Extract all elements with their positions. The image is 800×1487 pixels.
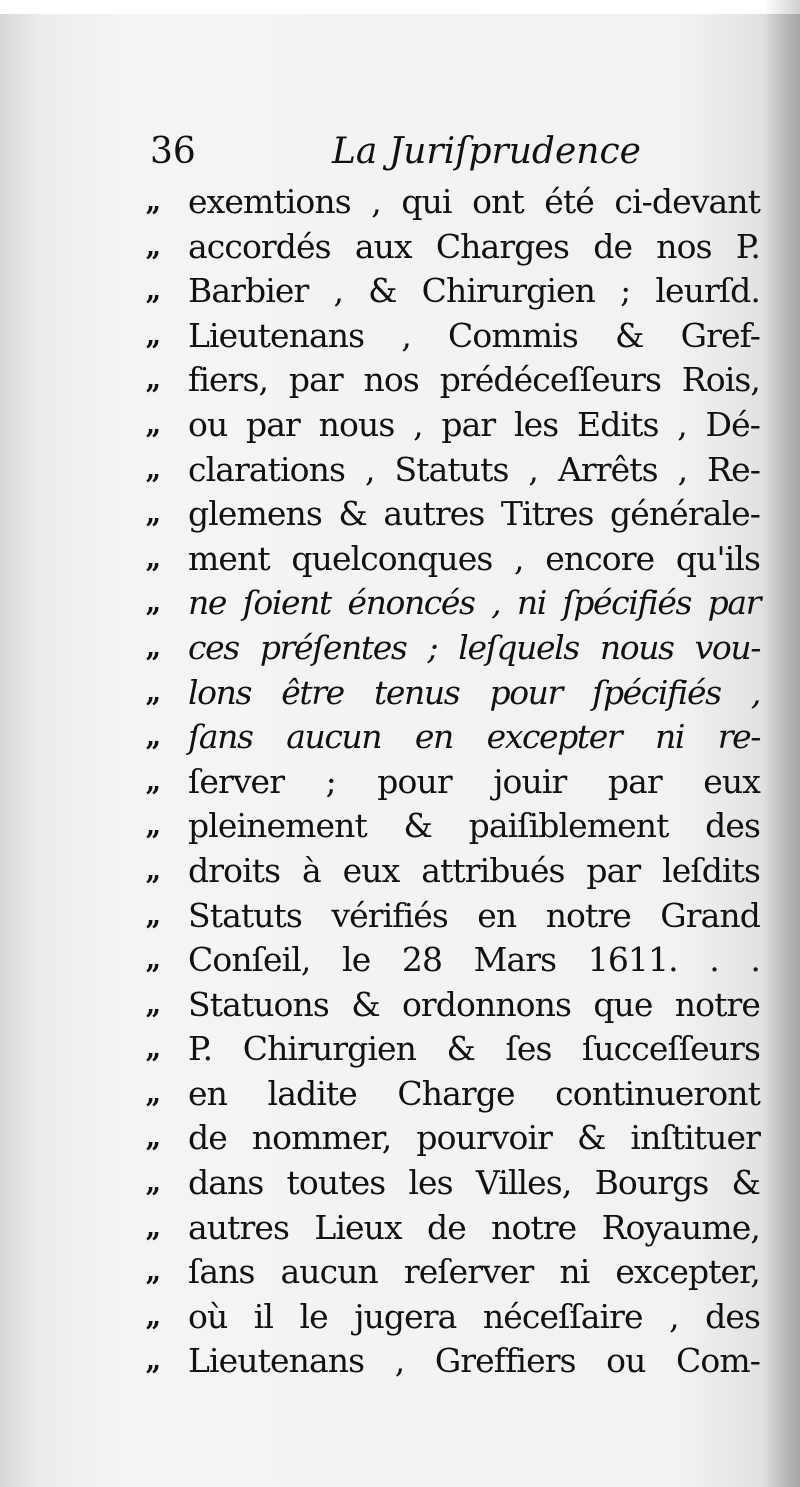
- line-text: dans toutes les Villes, Bourgs &: [188, 1163, 760, 1203]
- quote-mark: ,,: [146, 187, 159, 217]
- quote-mark: ,,: [146, 276, 159, 307]
- line-text: ment quelconques , encore qu'ils: [188, 538, 760, 578]
- running-head: [150, 126, 750, 178]
- quote-mark: ,,: [146, 632, 159, 663]
- quote-mark: ,,: [146, 1257, 159, 1288]
- text-line: [146, 537, 760, 582]
- page-number: 36: [150, 131, 196, 172]
- line-text: ſerver ; pour jouir par eux: [188, 761, 760, 801]
- line-text: ne ſoient énoncés , ni ſpécifiés par: [188, 583, 760, 623]
- line-text: Conſeil, le 28 Mars 1611. . .: [188, 940, 760, 980]
- quote-mark: ,,: [146, 1346, 159, 1377]
- text-line: [146, 626, 760, 671]
- quote-mark: ,,: [146, 855, 159, 886]
- line-text: clarations , Statuts , Arrêts , Re-: [188, 449, 760, 489]
- text-line: [146, 492, 760, 537]
- text-line: [146, 938, 760, 983]
- line-text: P. Chirurgien & ſes ſucceſſeurs: [188, 1029, 760, 1069]
- line-text: fiers, par nos prédéceſſeurs Rois,: [188, 360, 760, 400]
- text-line: [146, 894, 760, 939]
- line-text: accordés aux Charges de nos P.: [188, 226, 760, 266]
- line-text: ſans aucun reſerver ni excepter,: [188, 1252, 760, 1292]
- line-text: Statuons & ordonnons que notre: [188, 984, 760, 1024]
- quote-mark: ,,: [146, 231, 159, 262]
- line-text: de nommer, pourvoir & inſtituer: [188, 1118, 760, 1158]
- line-text: Lieutenans , Greffiers ou Com-: [188, 1341, 760, 1381]
- quote-mark: ,,: [146, 1034, 159, 1065]
- text-line: [146, 225, 760, 270]
- quote-mark: ,,: [146, 320, 159, 351]
- text-line: [146, 983, 760, 1028]
- line-text: où il le jugera néceſſaire , des: [188, 1296, 760, 1336]
- text-line: [146, 760, 760, 805]
- text-line: [146, 1206, 760, 1251]
- quote-mark: ,,: [146, 722, 159, 753]
- quote-mark: ,,: [146, 1212, 159, 1243]
- quote-mark: ,,: [146, 989, 159, 1020]
- line-text: Statuts vérifiés en notre Grand: [188, 895, 760, 935]
- line-text: ces préſentes ; leſquels nous vou-: [188, 627, 760, 667]
- line-text: pleinement & paiſiblement des: [188, 806, 760, 846]
- text-line: [146, 715, 760, 760]
- text-line: [146, 1339, 760, 1384]
- line-text: autres Lieux de notre Royaume,: [188, 1207, 760, 1247]
- text-line: [146, 581, 760, 626]
- quote-mark: ,,: [146, 1078, 159, 1109]
- quote-mark: ,,: [146, 1123, 159, 1154]
- line-text: Barbier , & Chirurgien ; leurſd.: [188, 271, 760, 311]
- quote-mark: ,,: [146, 499, 159, 530]
- quote-mark: ,,: [146, 766, 159, 797]
- text-line: [146, 671, 760, 716]
- text-line: [146, 1027, 760, 1072]
- quote-mark: ,,: [146, 945, 159, 976]
- text-line: [146, 849, 760, 894]
- text-line: [146, 1072, 760, 1117]
- quote-mark: ,,: [146, 677, 159, 708]
- text-line: [146, 804, 760, 849]
- line-text: droits à eux attribués par leſdits: [188, 850, 760, 890]
- quote-mark: ,,: [146, 1301, 159, 1332]
- text-line: [146, 1161, 760, 1206]
- quote-mark: ,,: [146, 811, 159, 842]
- quote-mark: ,,: [146, 409, 159, 440]
- quote-mark: ,,: [146, 588, 159, 619]
- text-line: [146, 1250, 760, 1295]
- text-line: [146, 358, 760, 403]
- text-line: [146, 1116, 760, 1161]
- line-text: exemtions , qui ont été ci-devant: [188, 182, 760, 221]
- text-line: [146, 269, 760, 314]
- quote-mark: ,,: [146, 543, 159, 574]
- quote-mark: ,,: [146, 454, 159, 485]
- text-line: [146, 403, 760, 448]
- line-text: glemens & autres Titres générale-: [188, 494, 760, 534]
- line-text: en ladite Charge continueront: [188, 1073, 760, 1113]
- text-line: [146, 180, 760, 225]
- line-text: lons être tenus pour ſpécifiés ,: [188, 672, 760, 712]
- line-text: ou par nous , par les Edits , Dé-: [188, 404, 760, 444]
- text-line: [146, 314, 760, 359]
- text-block: [146, 180, 760, 1384]
- line-text: Lieutenans , Commis & Gref-: [188, 315, 760, 355]
- quote-mark: ,,: [146, 900, 159, 931]
- quote-mark: ,,: [146, 1168, 159, 1199]
- line-text: ſans aucun en excepter ni re-: [188, 717, 760, 757]
- text-line: [146, 1295, 760, 1340]
- running-title: La Juriſprudence: [332, 131, 641, 172]
- text-line: [146, 448, 760, 493]
- quote-mark: ,,: [146, 365, 159, 396]
